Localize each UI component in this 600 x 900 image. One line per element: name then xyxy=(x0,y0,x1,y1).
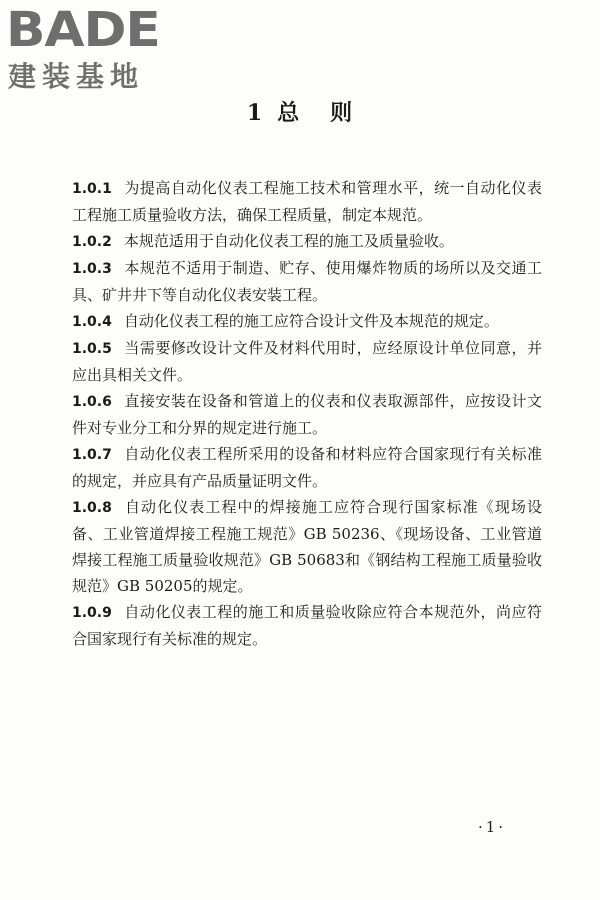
clause-text: 本规范不适用于制造、贮存、使用爆炸物质的场所以及交通工具、矿井井下等自动化仪表安装工程。 xyxy=(72,259,542,304)
clause-1-0-9 xyxy=(72,599,542,652)
clause-number: 1.0.1 xyxy=(72,181,112,197)
clause-1-0-6 xyxy=(72,388,542,441)
page-number: ·1· xyxy=(478,818,507,836)
clause-1-0-8 xyxy=(72,494,542,599)
clause-1-0-3 xyxy=(72,255,542,308)
clause-text: 自动化仪表工程中的焊接施工应符合现行国家标准《现场设备、工业管道焊接工程施工规范》GB 50236、《现场设备、工业管道焊接工程施工质量验收规范》GB 50683和《钢结构工程施工质量验收规范》GB 50205的规定。 xyxy=(72,498,542,595)
clause-list xyxy=(72,175,542,652)
clause-1-0-2 xyxy=(72,228,542,255)
chapter-heading xyxy=(0,96,600,130)
clause-text: 自动化仪表工程的施工应符合设计文件及本规范的规定。 xyxy=(123,312,499,330)
clause-number: 1.0.5 xyxy=(72,341,112,357)
clause-number: 1.0.7 xyxy=(72,447,112,463)
brand-logo xyxy=(6,4,181,96)
clause-1-0-1 xyxy=(72,175,542,228)
clause-number: 1.0.2 xyxy=(72,234,112,250)
clause-text: 自动化仪表工程的施工和质量验收除应符合本规范外，尚应符合国家现行有关标准的规定。 xyxy=(72,603,542,648)
clause-number: 1.0.9 xyxy=(72,605,112,621)
clause-text: 当需要修改设计文件及材料代用时，应经原设计单位同意，并应出具相关文件。 xyxy=(72,339,542,384)
clause-text: 自动化仪表工程所采用的设备和材料应符合国家现行有关标准的规定，并应具有产品质量证明文件。 xyxy=(72,445,542,490)
clause-number: 1.0.8 xyxy=(72,500,112,516)
clause-number: 1.0.4 xyxy=(72,314,112,330)
clause-1-0-7 xyxy=(72,441,542,494)
logo-brand-text: BADE xyxy=(6,2,160,58)
logo-subtitle: 建装基地 xyxy=(8,60,145,93)
clause-text: 为提高自动化仪表工程施工技术和管理水平，统一自动化仪表工程施工质量验收方法，确保工程质量，制定本规范。 xyxy=(72,179,542,224)
clause-number: 1.0.3 xyxy=(72,261,112,277)
chapter-title-part1: 总 xyxy=(277,100,301,126)
clause-1-0-4 xyxy=(72,308,542,335)
chapter-title-part2: 则 xyxy=(330,100,354,126)
clause-1-0-5 xyxy=(72,335,542,388)
chapter-number: 1 xyxy=(246,100,264,126)
clause-text: 直接安装在设备和管道上的仪表和仪表取源部件，应按设计文件对专业分工和分界的规定进行施工。 xyxy=(72,392,542,437)
clause-text: 本规范适用于自动化仪表工程的施工及质量验收。 xyxy=(123,232,454,250)
clause-number: 1.0.6 xyxy=(72,394,112,410)
